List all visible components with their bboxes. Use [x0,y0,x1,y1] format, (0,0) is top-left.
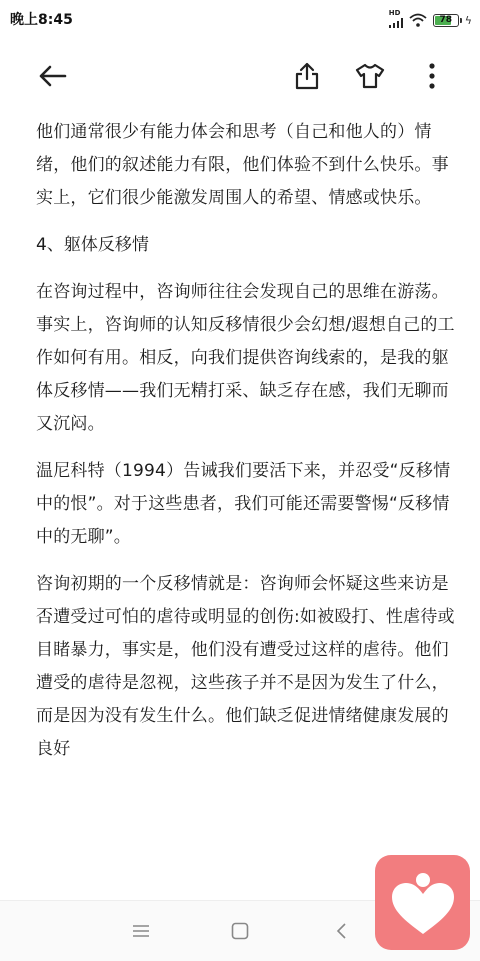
article-paragraph: 咨询初期的一个反移情就是：咨询师会怀疑这些来访是否遭受过可怕的虐待或明显的创伤:如被殴打、性虐待或目睹暴力，事实是，他们没有遭受过这样的虐待。他们遭受的虐待是忽视，这些孩子并不是因为发生了什么，而是因为没有发生什么。他们缺乏促进情绪健康发展的良好 [36,574,455,759]
article-paragraph: 在咨询过程中，咨询师往往会发现自己的思维在游荡。事实上，咨询师的认知反移情很少会幻想/遐想自己的工作如何有用。相反，向我们提供咨询线索的，是我的躯体反移情——我们无精打采、缺乏存在感，我们无聊而又沉闷。 [36,282,455,434]
signal-bars-icon [389,18,403,28]
home-square-icon[interactable] [226,917,254,945]
network-label: HD [388,9,401,17]
back-chevron-icon[interactable] [327,917,355,945]
back-arrow-icon[interactable] [34,58,70,94]
menu-icon[interactable] [127,917,155,945]
status-bar [0,0,480,36]
status-time: 晚上8:45 [10,12,73,28]
toolbar [0,48,480,104]
status-icons [389,9,472,31]
heart-person-icon [388,870,458,936]
more-vertical-icon[interactable] [414,58,450,94]
article-paragraph: 温尼科特（1994）告诫我们要活下来，并忍受“反移情中的恨”。对于这些患者，我们可能还需要警惕“反移情中的无聊”。 [36,461,451,547]
floating-heart-button[interactable] [375,855,470,950]
share-icon[interactable] [289,58,325,94]
signal-icon [389,9,403,31]
section-heading: 4、躯体反移情 [36,235,149,255]
battery-percent: 78 [439,15,452,25]
charging-icon: ϟ [464,13,472,27]
article-paragraph: 他们通常很少有能力体会和思考（自己和他人的）情绪，他们的叙述能力有限，他们体验不到什么快乐。事实上，它们很少能激发周围人的希望、情感或快乐。 [36,122,449,208]
battery-icon [433,14,459,27]
wifi-icon [409,13,427,27]
article-content [36,116,456,780]
tshirt-icon[interactable] [352,58,388,94]
